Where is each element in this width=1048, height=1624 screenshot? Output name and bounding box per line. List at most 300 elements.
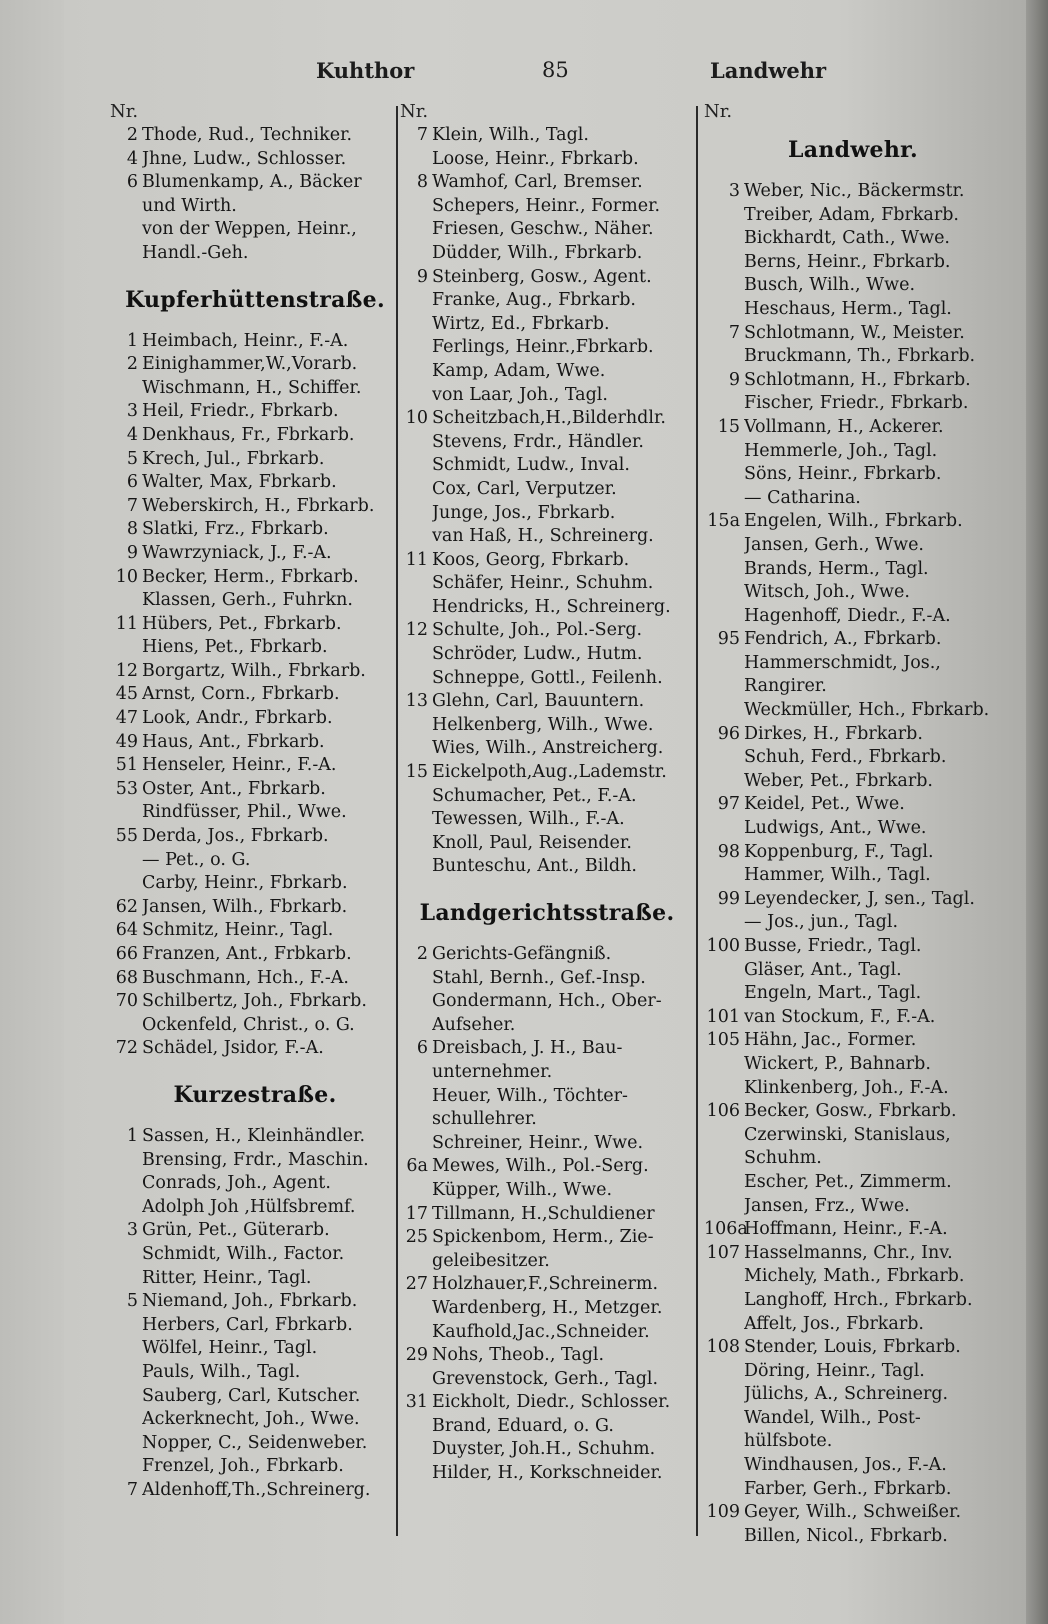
column-divider: [696, 106, 698, 1536]
directory-entry: [704, 1029, 1002, 1053]
house-number: [704, 982, 744, 1006]
nr-label: Nr.: [110, 101, 139, 122]
house-number: 47: [115, 708, 138, 729]
directory-entry: [110, 1014, 400, 1038]
house-number: 95: [717, 629, 740, 650]
resident-entry: Ackerknecht, Joh., Wwe.: [142, 1409, 360, 1430]
directory-entry: [110, 1337, 400, 1361]
house-number: [110, 1408, 142, 1432]
house-number: [400, 1438, 432, 1462]
resident-entry: Schmidt, Wilh., Factor.: [142, 1243, 345, 1264]
nr-label: Nr.: [400, 101, 429, 122]
resident-entry: Wölfel, Heinr., Tagl.: [142, 1338, 318, 1359]
directory-entry: [110, 872, 400, 896]
resident-entry: Hemmerle, Joh., Tagl.: [744, 440, 938, 461]
house-number: [110, 218, 142, 242]
directory-entry: [110, 778, 400, 802]
street-heading: Kurzestraße.: [173, 1081, 337, 1108]
resident-entry: Schuh, Ferd., Fbrkarb.: [744, 747, 947, 768]
directory-entry: [704, 1147, 1002, 1171]
directory-entry: [704, 699, 1002, 723]
resident-entry: Thode, Rud., Techniker.: [142, 125, 353, 145]
house-number: 4: [126, 148, 138, 169]
directory-entry: [704, 1006, 1002, 1030]
directory-entry: [110, 448, 400, 472]
house-number: 4: [126, 424, 138, 445]
resident-entry: van Stockum, F., F.-A.: [744, 1006, 936, 1027]
resident-entry: Walter, Max, Fbrkarb.: [142, 472, 337, 493]
directory-entry: [704, 1077, 1002, 1101]
house-number: [400, 667, 432, 691]
directory-entry: [400, 761, 694, 785]
resident-entry: Becker, Herm., Fbrkarb.: [142, 566, 359, 587]
directory-entry: [110, 566, 400, 590]
directory-entry: [400, 967, 694, 991]
directory-entry: [110, 1172, 400, 1196]
resident-entry: Schmitz, Heinr., Tagl.: [142, 920, 334, 941]
directory-entry: [400, 218, 694, 242]
resident-entry: Junge, Jos., Fbrkarb.: [432, 502, 616, 523]
house-number: 70: [115, 991, 138, 1012]
house-number: [110, 1385, 142, 1409]
resident-entry: Becker, Gosw., Fbrkarb.: [744, 1101, 957, 1122]
directory-entry: [110, 1385, 400, 1409]
house-number: 99: [717, 888, 740, 909]
directory-entry: [110, 731, 400, 755]
street-heading: Kupferhüttenstraße.: [125, 286, 385, 313]
resident-entry: Conrads, Joh., Agent.: [142, 1173, 331, 1194]
resident-entry: Koos, Georg, Fbrkarb.: [432, 549, 630, 570]
resident-entry: Düdder, Wilh., Fbrkarb.: [432, 242, 643, 263]
directory-entry: [110, 518, 400, 542]
directory-entry: [704, 463, 1002, 487]
house-number: [704, 1360, 744, 1384]
directory-entry: [400, 1085, 694, 1109]
resident-entry: Buschmann, Hch., F.-A.: [142, 967, 349, 988]
resident-entry: Gerichts-Gefängniß.: [432, 944, 612, 964]
house-number: [400, 1415, 432, 1439]
house-number: 7: [126, 495, 138, 516]
directory-entry: [400, 431, 694, 455]
directory-entry: [704, 251, 1002, 275]
resident-entry: Blumenkamp, A., Bäcker: [142, 172, 362, 193]
directory-entry: [400, 1155, 694, 1179]
directory-entry: [110, 171, 400, 195]
directory-entry: [704, 888, 1002, 912]
resident-entry: Spickenbom, Herm., Zie-: [432, 1227, 654, 1248]
directory-entry: [704, 1124, 1002, 1148]
entry-list: [704, 180, 1002, 1548]
directory-entry: [400, 667, 694, 691]
resident-entry: Heschaus, Herm., Tagl.: [744, 298, 952, 319]
directory-entry: [704, 487, 1002, 511]
house-number: [400, 572, 432, 596]
house-number: 9: [126, 542, 138, 563]
house-number: [400, 242, 432, 266]
house-number: [704, 1525, 744, 1549]
resident-entry: Nohs, Theob., Tagl.: [432, 1345, 605, 1366]
house-number: 7: [728, 322, 740, 343]
directory-entry: [400, 1462, 694, 1486]
house-number: [704, 1383, 744, 1407]
resident-entry: Gondermann, Hch., Ober-: [432, 991, 662, 1012]
house-number: [704, 675, 744, 699]
directory-entry: [400, 195, 694, 219]
directory-entry: [110, 1125, 400, 1149]
resident-entry: Ferlings, Heinr.,Fbrkarb.: [432, 337, 654, 358]
directory-entry: [110, 1037, 400, 1061]
binding-gutter: [0, 0, 64, 1624]
house-number: [400, 1132, 432, 1156]
directory-entry: [704, 1218, 1002, 1242]
resident-entry: Bunteschu, Ant., Bildh.: [432, 856, 637, 877]
house-number: [400, 714, 432, 738]
house-number: [110, 242, 142, 266]
house-number: [400, 336, 432, 360]
resident-entry: Stender, Louis, Fbrkarb.: [744, 1337, 961, 1358]
house-number: [704, 534, 744, 558]
resident-entry: Treiber, Adam, Fbrkarb.: [744, 204, 959, 225]
directory-entry: [400, 943, 694, 967]
house-number: [704, 392, 744, 416]
directory-entry: [110, 849, 400, 873]
house-number: [704, 1124, 744, 1148]
directory-entry: [704, 911, 1002, 935]
directory-entry: [704, 1289, 1002, 1313]
directory-entry: [110, 400, 400, 424]
house-number: 1: [126, 330, 138, 351]
house-number: [400, 808, 432, 832]
directory-entry: [400, 266, 694, 290]
directory-entry: [400, 1014, 694, 1038]
house-number: 49: [115, 731, 138, 752]
directory-entry: [400, 714, 694, 738]
resident-entry: Billen, Nicol., Fbrkarb.: [744, 1525, 948, 1546]
directory-entry: [704, 864, 1002, 888]
resident-entry: Eickholt, Diedr., Schlosser.: [432, 1392, 671, 1413]
house-number: [110, 636, 142, 660]
header-left: Kuhthor: [316, 58, 415, 83]
directory-entry: [400, 737, 694, 761]
directory-entry: [110, 613, 400, 637]
resident-entry: Denkhaus, Fr., Fbrkarb.: [142, 424, 355, 445]
house-number: [110, 1243, 142, 1267]
directory-entry: [400, 407, 694, 431]
directory-entry: [110, 353, 400, 377]
house-number: [400, 1061, 432, 1085]
directory-entry: [704, 675, 1002, 699]
directory-entry: [110, 825, 400, 849]
directory-entry: [110, 919, 400, 943]
resident-entry: Derda, Jos., Fbrkarb.: [142, 826, 329, 847]
resident-entry: Arnst, Corn., Fbrkarb.: [142, 684, 340, 705]
directory-entry: [400, 1438, 694, 1462]
house-number: [400, 1108, 432, 1132]
house-number: [704, 817, 744, 841]
house-number: 11: [405, 549, 428, 570]
directory-entry: [110, 148, 400, 172]
resident-entry: Berns, Heinr., Fbrkarb.: [744, 251, 951, 272]
house-number: 13: [405, 691, 428, 712]
house-number: [400, 218, 432, 242]
house-number: 109: [706, 1502, 740, 1523]
resident-entry: Tewessen, Wilh., F.-A.: [432, 809, 625, 830]
resident-entry: Heuer, Wilh., Töchter-: [432, 1085, 628, 1106]
resident-entry: Schepers, Heinr., Former.: [432, 195, 661, 216]
house-number: 6: [126, 172, 138, 193]
house-number: [400, 313, 432, 337]
directory-entry: [704, 982, 1002, 1006]
directory-entry: [400, 336, 694, 360]
house-number: [400, 454, 432, 478]
resident-entry: Dreisbach, J. H., Bau-: [432, 1038, 623, 1059]
resident-entry: Klinkenberg, Joh., F.-A.: [744, 1077, 949, 1098]
directory-entry: [704, 1171, 1002, 1195]
resident-entry: und Wirth.: [142, 195, 237, 216]
resident-entry: Engelen, Wilh., Fbrkarb.: [744, 511, 963, 532]
resident-entry: Küpper, Wilh., Wwe.: [432, 1179, 613, 1200]
resident-entry: Czerwinski, Stanislaus,: [744, 1124, 951, 1145]
directory-entry: [400, 1179, 694, 1203]
directory-entry: [110, 424, 400, 448]
directory-entry: [704, 392, 1002, 416]
resident-entry: Jansen, Frz., Wwe.: [744, 1195, 910, 1216]
directory-entry: [110, 1361, 400, 1385]
resident-entry: Bruckmann, Th., Fbrkarb.: [744, 346, 976, 367]
directory-entry: [704, 628, 1002, 652]
house-number: [704, 1171, 744, 1195]
resident-entry: Hammer, Wilh., Tagl.: [744, 865, 931, 886]
house-number: 5: [126, 448, 138, 469]
directory-entry: [110, 1479, 400, 1503]
directory-entry: [110, 967, 400, 991]
directory-entry: [400, 572, 694, 596]
resident-entry: Klassen, Gerh., Fuhrkn.: [142, 590, 353, 611]
resident-entry: Hendricks, H., Schreinerg.: [432, 596, 671, 617]
directory-entry: [400, 313, 694, 337]
house-number: [704, 770, 744, 794]
directory-entry: [110, 1243, 400, 1267]
directory-entry: [704, 746, 1002, 770]
house-number: [400, 855, 432, 879]
resident-entry: Schuhm.: [744, 1148, 822, 1169]
resident-entry: Kamp, Adam, Wwe.: [432, 360, 606, 381]
resident-entry: Stevens, Frdr., Händler.: [432, 431, 644, 452]
resident-entry: hülfsbote.: [744, 1431, 833, 1452]
directory-entry: [110, 943, 400, 967]
resident-entry: Fendrich, A., Fbrkarb.: [744, 629, 942, 650]
resident-entry: unternehmer.: [432, 1061, 553, 1082]
house-number: [400, 478, 432, 502]
house-number: [704, 652, 744, 676]
house-number: 9: [728, 369, 740, 390]
directory-entry: [704, 180, 1002, 204]
resident-entry: Rangirer.: [744, 676, 827, 697]
directory-entry: [400, 643, 694, 667]
house-number: [400, 1085, 432, 1109]
house-number: [704, 1454, 744, 1478]
house-number: 97: [717, 794, 740, 815]
directory-entry: [704, 1525, 1002, 1549]
house-number: [704, 581, 744, 605]
resident-entry: Hübers, Pet., Fbrkarb.: [142, 613, 342, 634]
house-number: 62: [115, 896, 138, 917]
resident-entry: Witsch, Joh., Wwe.: [744, 582, 910, 603]
resident-entry: Koppenburg, F., Tagl.: [744, 841, 934, 862]
resident-entry: Langhoff, Hrch., Fbrkarb.: [744, 1289, 973, 1310]
directory-entry: [110, 1196, 400, 1220]
house-number: 105: [706, 1030, 740, 1051]
resident-entry: Hiens, Pet., Fbrkarb.: [142, 637, 328, 658]
directory-entry: [400, 1273, 694, 1297]
resident-entry: Rindfüsser, Phil., Wwe.: [142, 802, 347, 823]
resident-entry: Aldenhoff,Th.,Schreinerg.: [142, 1479, 371, 1500]
resident-entry: Look, Andr., Fbrkarb.: [142, 708, 333, 729]
directory-entry: [704, 652, 1002, 676]
resident-entry: Cox, Carl, Verputzer.: [432, 478, 617, 499]
resident-entry: Weber, Nic., Bäckermstr.: [744, 181, 965, 201]
house-number: [400, 785, 432, 809]
directory-entry: [400, 1297, 694, 1321]
house-number: 12: [405, 620, 428, 641]
directory-entry: [110, 1432, 400, 1456]
header-right: Landwehr: [710, 58, 827, 83]
directory-entry: [704, 1454, 1002, 1478]
resident-entry: Jansen, Wilh., Fbrkarb.: [142, 896, 348, 917]
directory-entry: [704, 322, 1002, 346]
resident-entry: Oster, Ant., Fbrkarb.: [142, 778, 326, 799]
directory-entry: [400, 454, 694, 478]
house-number: [400, 289, 432, 313]
resident-entry: Weckmüller, Hch., Fbrkarb.: [744, 700, 990, 721]
house-number: 10: [405, 408, 428, 429]
directory-entry: [110, 683, 400, 707]
house-number: [704, 1478, 744, 1502]
directory-entry: [400, 384, 694, 408]
resident-entry: Borgartz, Wilh., Fbrkarb.: [142, 660, 366, 681]
resident-entry: Herbers, Carl, Fbrkarb.: [142, 1314, 353, 1335]
house-number: [110, 1196, 142, 1220]
resident-entry: Frenzel, Joh., Fbrkarb.: [142, 1456, 344, 1477]
resident-entry: Franke, Aug., Fbrkarb.: [432, 290, 636, 311]
resident-entry: Schröder, Ludw., Hutm.: [432, 644, 643, 665]
resident-entry: Weberskirch, H., Fbrkarb.: [142, 495, 375, 516]
directory-entry: [110, 801, 400, 825]
directory-entry: [400, 619, 694, 643]
resident-entry: Brand, Eduard, o. G.: [432, 1415, 614, 1436]
entry-list: [400, 124, 694, 879]
house-number: [400, 502, 432, 526]
directory-entry: [704, 369, 1002, 393]
house-number: 72: [115, 1038, 138, 1059]
resident-entry: Ockenfeld, Christ., o. G.: [142, 1014, 355, 1035]
resident-entry: Windhausen, Jos., F.-A.: [744, 1455, 947, 1476]
directory-entry: [704, 1501, 1002, 1525]
directory-entry: [704, 817, 1002, 841]
directory-entry: [400, 1203, 694, 1227]
house-number: [704, 1313, 744, 1337]
house-number: [704, 864, 744, 888]
house-number: [400, 148, 432, 172]
house-number: [400, 643, 432, 667]
house-number: [110, 1149, 142, 1173]
page-number: 85: [542, 58, 569, 82]
resident-entry: von Laar, Joh., Tagl.: [432, 384, 608, 405]
resident-entry: Grün, Pet., Güterarb.: [142, 1220, 330, 1241]
house-number: [110, 1337, 142, 1361]
directory-entry: [110, 330, 400, 354]
resident-entry: Michely, Math., Fbrkarb.: [744, 1266, 965, 1287]
house-number: 8: [416, 172, 428, 193]
house-number: 51: [115, 755, 138, 776]
directory-entry: [110, 1314, 400, 1338]
resident-entry: Schlotmann, H., Fbrkarb.: [744, 369, 971, 390]
directory-entry: [400, 289, 694, 313]
page-header: [100, 58, 827, 88]
directory-entry: [110, 589, 400, 613]
directory-entry: [704, 1265, 1002, 1289]
house-number: 6: [126, 472, 138, 493]
house-number: 7: [416, 125, 428, 145]
directory-entry: [704, 959, 1002, 983]
resident-entry: Loose, Heinr., Fbrkarb.: [432, 148, 639, 169]
directory-entry: [110, 896, 400, 920]
directory-entry: [704, 1383, 1002, 1407]
house-number: 1: [126, 1125, 138, 1146]
resident-entry: Jhne, Ludw., Schlosser.: [142, 148, 347, 169]
house-number: [110, 589, 142, 613]
directory-entry: [400, 148, 694, 172]
house-number: [704, 558, 744, 582]
column-2: [400, 100, 694, 1486]
directory-entry: [110, 471, 400, 495]
resident-entry: Söns, Heinr., Fbrkarb.: [744, 464, 942, 485]
directory-entry: [110, 1290, 400, 1314]
resident-entry: Wawrzyniack, J., F.-A.: [142, 542, 332, 563]
directory-entry: [400, 1344, 694, 1368]
resident-entry: Döring, Heinr., Tagl.: [744, 1360, 925, 1381]
directory-entry: [400, 478, 694, 502]
resident-entry: Heimbach, Heinr., F.-A.: [142, 330, 349, 351]
resident-entry: Farber, Gerh., Fbrkarb.: [744, 1478, 952, 1499]
directory-entry: [110, 542, 400, 566]
house-number: 3: [126, 1220, 138, 1241]
resident-entry: Schneppe, Gottl., Feilenh.: [432, 667, 663, 688]
directory-entry: [110, 495, 400, 519]
resident-entry: — Pet., o. G.: [142, 849, 251, 870]
house-number: 106: [706, 1101, 740, 1122]
entry-list: [110, 1125, 400, 1503]
house-number: [704, 1407, 744, 1431]
directory-entry: [704, 770, 1002, 794]
house-number: 2: [126, 354, 138, 375]
resident-entry: — Catharina.: [744, 487, 861, 508]
house-number: [400, 525, 432, 549]
resident-entry: Ritter, Heinr., Tagl.: [142, 1267, 312, 1288]
house-number: [400, 1179, 432, 1203]
house-number: 6: [416, 1038, 428, 1059]
house-number: [400, 967, 432, 991]
resident-entry: Handl.-Geh.: [142, 242, 249, 263]
house-number: 11: [115, 613, 138, 634]
resident-entry: Fischer, Friedr., Fbrkarb.: [744, 393, 969, 414]
directory-entry: [704, 345, 1002, 369]
house-number: [400, 1250, 432, 1274]
directory-entry: [400, 1415, 694, 1439]
resident-entry: Adolph Joh ,Hülfsbremf.: [142, 1196, 356, 1217]
house-number: 45: [115, 684, 138, 705]
directory-entry: [400, 1321, 694, 1345]
